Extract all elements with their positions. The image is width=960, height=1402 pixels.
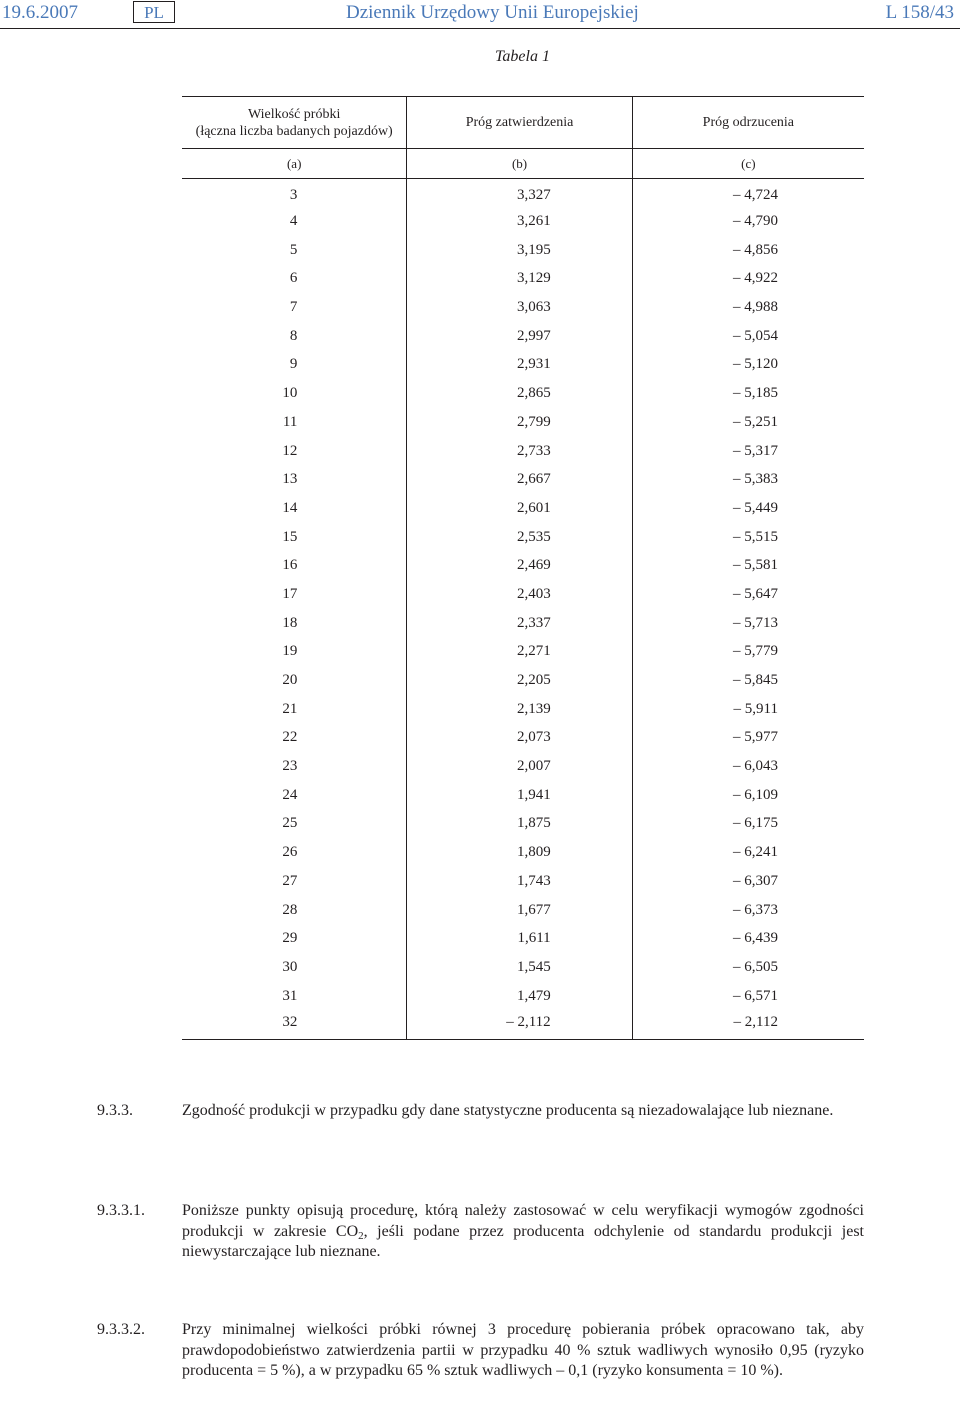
table-row xyxy=(182,752,864,781)
sample-size-cell: 21 xyxy=(182,695,407,724)
approval-threshold-cell: 1,545 xyxy=(407,953,632,982)
sample-size-cell: 3 xyxy=(182,179,407,208)
approval-threshold-cell: – 2,112 xyxy=(407,1010,632,1039)
table-row xyxy=(182,408,864,437)
table-row xyxy=(182,609,864,638)
rejection-threshold-cell: – 5,120 xyxy=(733,356,778,373)
table-row xyxy=(182,379,864,408)
rejection-threshold-cell: – 4,790 xyxy=(733,213,778,230)
sample-size-cell: 7 xyxy=(182,293,407,322)
table-row xyxy=(182,293,864,322)
sample-size-cell: 12 xyxy=(182,437,407,466)
table-row xyxy=(182,1010,864,1039)
approval-threshold-cell: 2,931 xyxy=(407,351,632,380)
table-row xyxy=(182,179,864,208)
approval-threshold-cell: 3,129 xyxy=(407,265,632,294)
table-row xyxy=(182,465,864,494)
approval-threshold-cell: 2,403 xyxy=(407,580,632,609)
rejection-threshold-cell: – 6,439 xyxy=(733,930,778,947)
sample-size-cell: 28 xyxy=(182,896,407,925)
rejection-threshold-cell: – 5,911 xyxy=(733,700,778,717)
rejection-threshold-cell: – 5,779 xyxy=(733,643,778,660)
sample-size-cell: 10 xyxy=(182,379,407,408)
section-text: Zgodność produkcji w przypadku gdy dane statystyczne producenta są niezadowalające lub nieznane. xyxy=(182,1102,834,1119)
approval-threshold-cell: 1,809 xyxy=(407,838,632,867)
approval-threshold-cell: 2,667 xyxy=(407,465,632,494)
section-text: Przy minimalnej wielkości próbki równej 3 procedurę pobierania próbek opracowano tak, aby prawdopodobieństwo zatwierdzenia partii w przypadku 40 % sztuk wadliwych wynosiło 0,95 (ryzyko producenta = 5 %), a w przypadku 65 % sztuk wadliwych – 0,1 (ryzyko konsumenta = 10 %). xyxy=(182,1321,864,1379)
rejection-threshold-cell: – 5,845 xyxy=(733,672,778,689)
rejection-threshold-cell: – 2,112 xyxy=(733,1014,778,1031)
sample-size-cell: 18 xyxy=(182,609,407,638)
sample-size-cell: 19 xyxy=(182,638,407,667)
table-row xyxy=(182,695,864,724)
sample-size-cell: 13 xyxy=(182,465,407,494)
table-row xyxy=(182,724,864,753)
table-subheader-row xyxy=(182,149,864,179)
journal-title: Dziennik Urzędowy Unii Europejskiej xyxy=(346,2,639,23)
table-row xyxy=(182,322,864,351)
table-row xyxy=(182,896,864,925)
approval-threshold-cell: 2,205 xyxy=(407,666,632,695)
sample-size-cell: 32 xyxy=(182,1010,407,1039)
section-number: 9.3.3. xyxy=(97,1102,133,1119)
table-row xyxy=(182,838,864,867)
sample-size-cell: 24 xyxy=(182,781,407,810)
approval-threshold-cell: 2,601 xyxy=(407,494,632,523)
table-row xyxy=(182,236,864,265)
sample-size-cell: 26 xyxy=(182,838,407,867)
sample-size-cell: 9 xyxy=(182,351,407,380)
sample-size-cell: 25 xyxy=(182,810,407,839)
approval-threshold-cell: 1,941 xyxy=(407,781,632,810)
approval-threshold-cell: 2,007 xyxy=(407,752,632,781)
approval-threshold-cell: 1,611 xyxy=(407,924,632,953)
page-reference: L 158/43 xyxy=(885,2,954,23)
column-header-line: Wielkość próbki xyxy=(248,106,341,122)
table-row xyxy=(182,351,864,380)
table-row xyxy=(182,580,864,609)
rejection-threshold-cell: – 5,713 xyxy=(733,614,778,631)
table-row xyxy=(182,494,864,523)
table-row xyxy=(182,781,864,810)
approval-threshold-cell: 2,799 xyxy=(407,408,632,437)
section-text-part: Poniższe punkty opisują procedurę, którą należy zastosować w celu weryfikacji wymogów zgodności produkcji w zakresie CO xyxy=(182,1202,864,1240)
sample-size-cell: 30 xyxy=(182,953,407,982)
approval-threshold-cell: 1,479 xyxy=(407,982,632,1011)
column-header-sample-size xyxy=(182,97,407,149)
approval-threshold-cell: 2,139 xyxy=(407,695,632,724)
rejection-threshold-cell: – 6,307 xyxy=(733,872,778,889)
table-body xyxy=(182,179,864,1040)
sample-size-cell: 29 xyxy=(182,924,407,953)
sample-size-cell: 27 xyxy=(182,867,407,896)
sample-size-cell: 5 xyxy=(182,236,407,265)
rejection-threshold-cell: – 6,241 xyxy=(733,844,778,861)
rejection-threshold-cell: – 6,109 xyxy=(733,786,778,803)
rejection-threshold-cell: – 5,054 xyxy=(733,327,778,344)
rejection-threshold-cell: – 5,647 xyxy=(733,585,778,602)
column-header-line: Próg odrzucenia xyxy=(702,115,795,130)
rejection-threshold-cell: – 5,977 xyxy=(733,729,778,746)
rejection-threshold-cell: – 5,251 xyxy=(733,413,778,430)
rejection-threshold-cell: – 4,922 xyxy=(733,270,778,287)
rejection-threshold-cell: – 6,043 xyxy=(733,758,778,775)
sample-size-cell: 4 xyxy=(182,207,407,236)
rejection-threshold-cell: – 4,856 xyxy=(733,241,778,258)
approval-threshold-cell: 1,677 xyxy=(407,896,632,925)
table-row xyxy=(182,437,864,466)
language-code: PL xyxy=(133,1,175,23)
column-subheader: (c) xyxy=(741,155,756,171)
sample-size-cell: 16 xyxy=(182,551,407,580)
approval-threshold-cell: 2,337 xyxy=(407,609,632,638)
sample-size-cell: 17 xyxy=(182,580,407,609)
column-subheader: (b) xyxy=(407,149,632,179)
sample-size-cell: 22 xyxy=(182,724,407,753)
column-subheader: (a) xyxy=(182,149,407,179)
sample-size-cell: 15 xyxy=(182,523,407,552)
table-row xyxy=(182,551,864,580)
rejection-threshold-cell: – 4,988 xyxy=(733,299,778,316)
section-text xyxy=(182,1201,864,1263)
rejection-threshold-cell: – 5,185 xyxy=(733,385,778,402)
rejection-threshold-cell: – 6,571 xyxy=(733,987,778,1004)
section-text-part: , jeśli podane przez producenta odchylenie od standardu produkcji jest niewystarczające lub nieznane. xyxy=(182,1222,864,1260)
table-row xyxy=(182,982,864,1011)
sample-size-cell: 8 xyxy=(182,322,407,351)
publication-date: 19.6.2007 xyxy=(2,2,78,23)
sample-size-cell: 14 xyxy=(182,494,407,523)
table-row xyxy=(182,953,864,982)
rejection-threshold-cell: – 5,383 xyxy=(733,471,778,488)
sample-size-cell: 23 xyxy=(182,752,407,781)
sample-size-cell: 6 xyxy=(182,265,407,294)
approval-threshold-cell: 1,875 xyxy=(407,810,632,839)
approval-threshold-cell: 1,743 xyxy=(407,867,632,896)
table-row xyxy=(182,867,864,896)
table-row xyxy=(182,265,864,294)
sample-size-cell: 20 xyxy=(182,666,407,695)
approval-threshold-cell: 2,469 xyxy=(407,551,632,580)
approval-threshold-cell: 2,535 xyxy=(407,523,632,552)
subscript: 2 xyxy=(358,1229,364,1242)
rejection-threshold-cell: – 6,505 xyxy=(733,958,778,975)
column-header-line: Próg zatwierdzenia xyxy=(465,115,574,130)
approval-threshold-cell: 3,195 xyxy=(407,236,632,265)
table-row xyxy=(182,523,864,552)
column-header-line: (łączna liczba badanych pojazdów) xyxy=(195,123,393,139)
page-header xyxy=(0,0,960,29)
table-row xyxy=(182,924,864,953)
rejection-threshold-cell: – 5,317 xyxy=(733,442,778,459)
sample-size-cell: 31 xyxy=(182,982,407,1011)
rejection-threshold-cell: – 6,175 xyxy=(733,815,778,832)
approval-threshold-cell: 2,997 xyxy=(407,322,632,351)
approval-threshold-cell: 2,271 xyxy=(407,638,632,667)
table-caption-wrap xyxy=(0,48,960,66)
table-header-row xyxy=(182,97,864,149)
approval-threshold-cell: 2,733 xyxy=(407,437,632,466)
rejection-threshold-cell: – 5,581 xyxy=(733,557,778,574)
table-caption: Tabela 1 xyxy=(495,48,550,65)
rejection-threshold-cell: – 5,515 xyxy=(733,528,778,545)
approval-threshold-cell: 3,261 xyxy=(407,207,632,236)
approval-threshold-cell: 3,063 xyxy=(407,293,632,322)
table-row xyxy=(182,666,864,695)
approval-threshold-cell: 2,865 xyxy=(407,379,632,408)
threshold-table xyxy=(182,96,864,1040)
table-row xyxy=(182,207,864,236)
column-header-rejection xyxy=(632,97,864,149)
table-row xyxy=(182,810,864,839)
approval-threshold-cell: 2,073 xyxy=(407,724,632,753)
section-number: 9.3.3.2. xyxy=(97,1321,145,1338)
table-row xyxy=(182,638,864,667)
rejection-threshold-cell: – 4,724 xyxy=(733,186,778,203)
section-number: 9.3.3.1. xyxy=(97,1202,145,1219)
column-header-approval xyxy=(407,97,632,149)
approval-threshold-cell: 3,327 xyxy=(407,179,632,208)
sample-size-cell: 11 xyxy=(182,408,407,437)
rejection-threshold-cell: – 6,373 xyxy=(733,901,778,918)
rejection-threshold-cell: – 5,449 xyxy=(733,499,778,516)
